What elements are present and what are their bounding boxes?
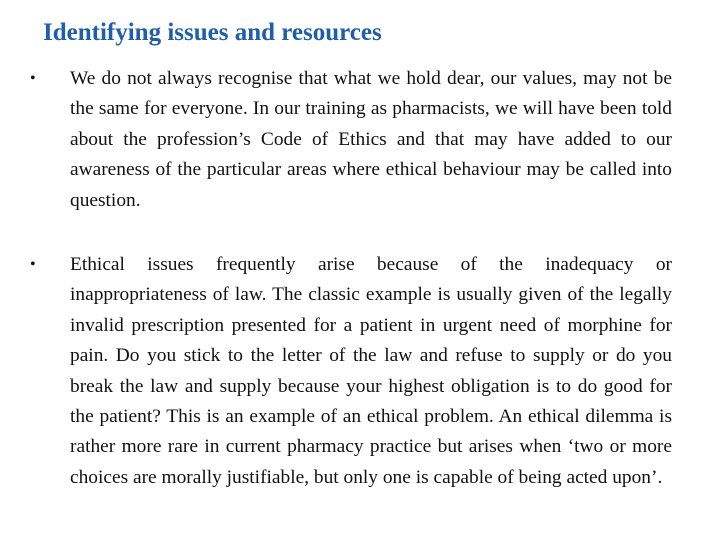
bullet-dot-icon: • <box>30 256 36 274</box>
slide-title: Identifying issues and resources <box>43 19 382 46</box>
bullet-text: Ethical issues frequently arise because of the inadequacy or inappropriateness of law. The classic example is usually given of the legally invalid prescription presented for a patient in urgent need of morphine for pain. Do you stick to the letter of the law and refuse to supply or do you break the law and supply because your highest obligation is to do good for the patient? This is an example of an ethical problem. An ethical dilemma is rather more rare in current pharmacy practice but arises when ‘two or more choices are morally justifiable, but only one is capable of being acted upon’. <box>70 254 672 488</box>
bullet-text: We do not always recognise that what we hold dear, our values, may not be the same for everyone. In our training as pharmacists, we will have been told about the profession’s Code of Ethics and that may have added to our awareness of the particular areas where ethical behaviour may be called into question. <box>70 68 672 211</box>
bullet-item-values <box>30 64 672 216</box>
bullet-list <box>30 64 672 493</box>
bullet-dot-icon: • <box>30 70 36 87</box>
bullet-item-ethical-issues <box>30 250 672 493</box>
